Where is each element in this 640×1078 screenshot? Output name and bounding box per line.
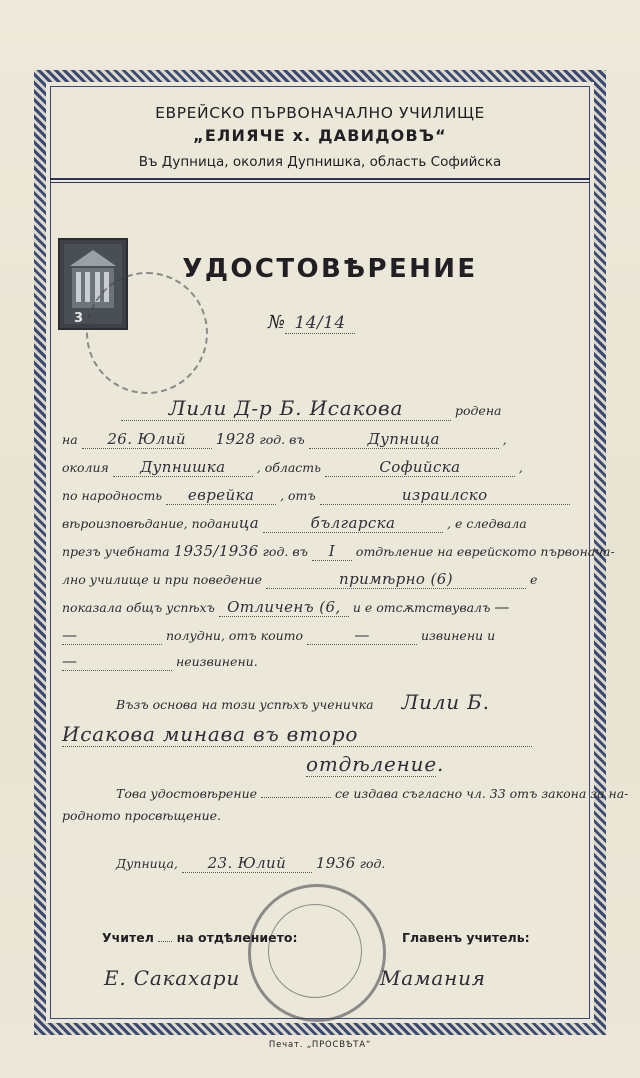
round-seal-bottom-inner	[268, 904, 362, 998]
body-line-nationality: по народность еврейка , отъ израилско	[62, 486, 578, 505]
body-line-success	[62, 598, 578, 617]
label-religion: вѣроизповѣдание, подани	[62, 516, 239, 531]
label-ot: отъ	[288, 488, 316, 503]
label-excused: извинени и	[421, 628, 496, 643]
label-behavior: лно училище и при поведение	[62, 572, 263, 587]
body-line-name	[62, 396, 578, 421]
okolia-value: Дупнишка	[113, 458, 253, 477]
school-year-value: 1935/1936	[173, 542, 259, 560]
excused-dash: —	[354, 626, 370, 644]
basis-promotion: Исакова минава въ второ	[62, 722, 532, 747]
label-v: въ	[289, 432, 305, 447]
unexcused-dash: —	[62, 652, 78, 670]
religion-value: израилско	[320, 486, 570, 505]
header-rule-thin	[50, 182, 590, 183]
body-line-unexcused	[62, 652, 578, 671]
body-line-school-year	[62, 542, 615, 561]
label-absent: и е отсѫтствувалъ	[352, 600, 491, 615]
teacher-label-a: Учител	[102, 930, 154, 945]
label-department: отдѣление на еврейското първонача-	[355, 544, 615, 559]
label-basis: Възъ основа на този успѣхъ ученичка	[115, 697, 374, 712]
basis-grade: отдѣление.	[305, 752, 445, 776]
label-overall: общъ успѣхъ	[126, 600, 215, 615]
label-year: год.	[259, 432, 286, 447]
teacher-label-b: на отдѣлението:	[176, 930, 298, 945]
oblast-value: Софийска	[325, 458, 515, 477]
school-name: „ЕЛИЯЧЕ х. ДАВИДОВЪ“	[193, 126, 447, 145]
body-line-citizenship: вѣроизповѣдание, поданица българска , е следвала	[62, 514, 527, 532]
department-value: I	[312, 542, 352, 561]
nationality-value: еврейка	[166, 486, 276, 505]
citizenship-value: българска	[263, 514, 443, 533]
label-e: е	[529, 572, 538, 587]
basis-line1	[62, 690, 578, 714]
issuance-text-c: родното просвѣщение.	[62, 808, 222, 823]
number-value: 14/14	[285, 313, 355, 334]
birth-year: 1928	[215, 430, 256, 448]
label-showed: показала	[62, 600, 123, 615]
label-okolia: околия	[62, 460, 109, 475]
date-line	[62, 854, 578, 873]
issuance-line2	[62, 808, 578, 823]
success-value: Отличенъ (6,	[219, 598, 349, 617]
birth-town: Дупница	[309, 430, 499, 449]
basis-line2	[62, 722, 578, 747]
body-line-halfdays	[62, 626, 578, 645]
label-issue-god: год.	[359, 856, 386, 871]
teacher-signature: Е. Сакахари	[104, 966, 241, 990]
head-teacher-label: Главенъ учитель:	[402, 930, 530, 945]
place-label: Дупница,	[115, 856, 178, 871]
label-halfdays: полудни, отъ които	[165, 628, 304, 643]
header-rule	[50, 178, 590, 180]
body-line-birth: на 26. Юлий 1928 год. въ Дупница ,	[62, 430, 507, 448]
absent-dash: —	[494, 598, 510, 616]
body-line-region: околия Дупнишка , область Софийска ,	[62, 458, 523, 476]
printer-mark: Печат. „ПРОСВѢТА“	[268, 1040, 372, 1050]
label-attended: е следвала	[454, 516, 527, 531]
halfdays-dash: —	[62, 626, 78, 644]
number-prefix: №	[268, 312, 286, 333]
svg-text:3: 3	[74, 311, 84, 326]
document-title: УДОСТОВѢРЕНИЕ	[182, 254, 478, 284]
issue-day: 23. Юлий	[182, 854, 312, 873]
label-nationality: по народность	[62, 488, 163, 503]
label-born: родена	[454, 403, 502, 418]
issuance-text-b: се издава съгласно чл. 33 отъ закона за на-	[334, 786, 629, 801]
document-number	[268, 312, 355, 334]
label-na: на	[62, 432, 78, 447]
head-teacher-signature: Мамания	[380, 966, 486, 990]
teacher-label	[102, 930, 297, 945]
student-name: Лили Д-р Б. Исакова	[121, 396, 451, 421]
school-type: ЕВРЕЙСКО ПЪРВОНАЧАЛНО УЧИЛИЩЕ	[155, 104, 485, 122]
issuance-text-a: Това удостовѣрение	[115, 786, 258, 801]
label-oblast: область	[264, 460, 321, 475]
label-school-year: презъ учебната	[62, 544, 170, 559]
issue-year: 1936	[315, 854, 356, 872]
round-seal-top	[86, 272, 208, 394]
body-line-behavior	[62, 570, 578, 589]
school-location: Въ Дупница, околия Дупнишка, область Софийска	[138, 154, 502, 170]
basis-name: Лили Б.	[401, 690, 490, 714]
behavior-value: примѣрно (6)	[266, 570, 526, 589]
basis-line3	[62, 752, 578, 777]
label-v2: въ	[292, 544, 308, 559]
issuance-line1	[62, 786, 629, 801]
religion-suffix: ца	[238, 514, 260, 532]
label-god: год.	[262, 544, 289, 559]
label-unexcused: неизвинени.	[175, 654, 258, 669]
birth-date: 26. Юлий	[82, 430, 212, 449]
